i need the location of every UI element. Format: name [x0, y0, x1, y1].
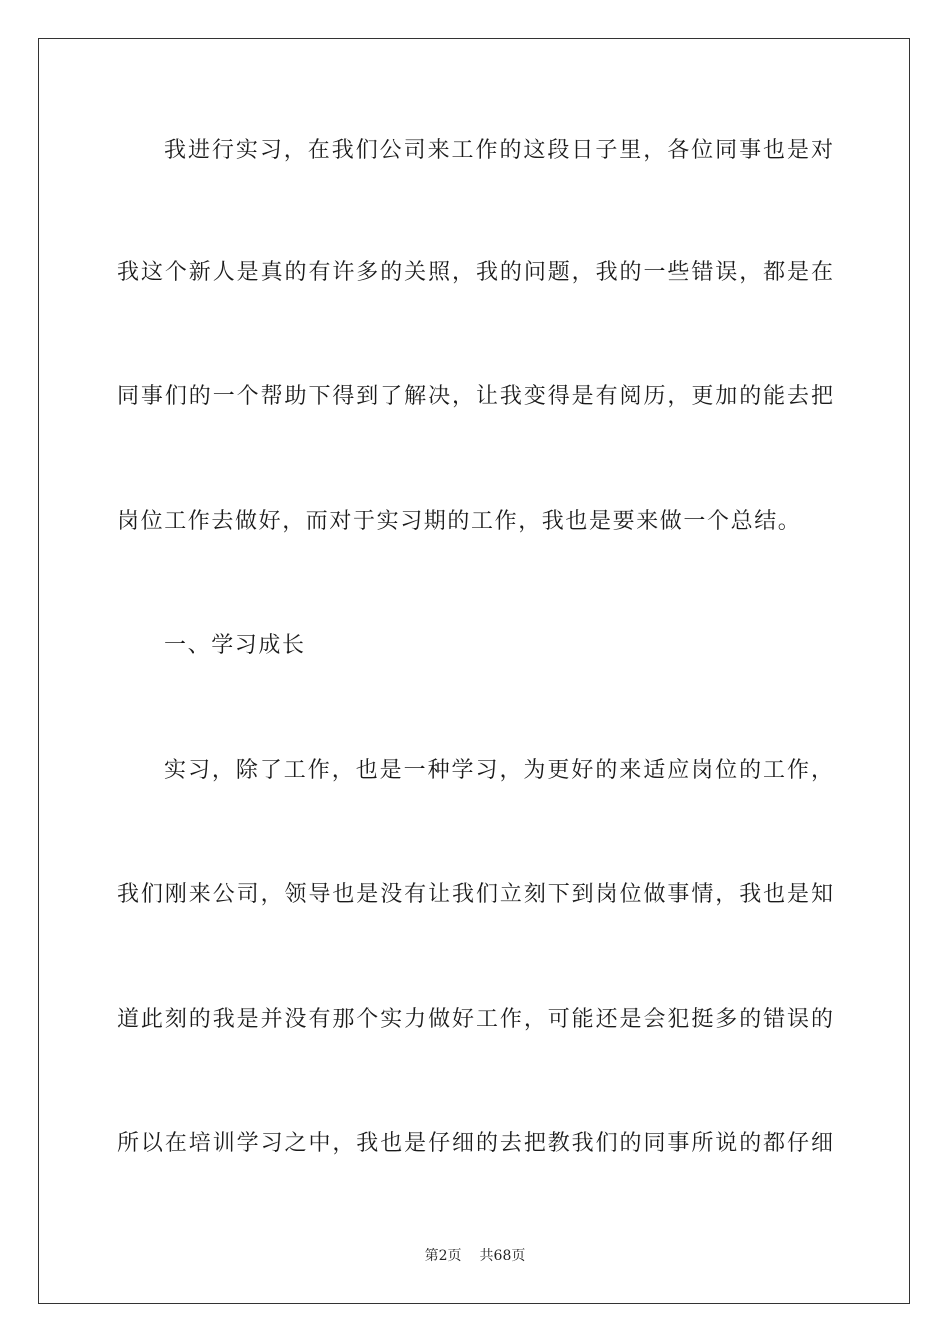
section-heading-1: 一、学习成长: [164, 633, 306, 658]
paragraph-2-line-1: 实习，除了工作，也是一种学习，为更好的来适应岗位的工作，: [164, 758, 833, 783]
paragraph-1-line-3: 同事们的一个帮助下得到了解决，让我变得是有阅历，更加的能去把: [117, 384, 833, 409]
paragraph-1-line-1: 我进行实习，在我们公司来工作的这段日子里，各位同事也是对: [164, 138, 833, 163]
paragraph-1-line-4: 岗位工作去做好，而对于实习期的工作，我也是要来做一个总结。: [117, 509, 802, 534]
page-footer: [0, 1246, 950, 1266]
page-border: [38, 38, 910, 1304]
paragraph-1-line-2: 我这个新人是真的有许多的关照，我的问题，我的一些错误，都是在: [117, 260, 833, 285]
page-number: 第2页: [424, 1248, 462, 1264]
paragraph-2-line-3: 道此刻的我是并没有那个实力做好工作，可能还是会犯挺多的错误的: [117, 1007, 833, 1032]
paragraph-2-line-2: 我们刚来公司，领导也是没有让我们立刻下到岗位做事情，我也是知: [117, 882, 833, 907]
page-total: 共68页: [479, 1248, 526, 1264]
paragraph-2-line-4: 所以在培训学习之中，我也是仔细的去把教我们的同事所说的都仔细: [117, 1131, 833, 1156]
